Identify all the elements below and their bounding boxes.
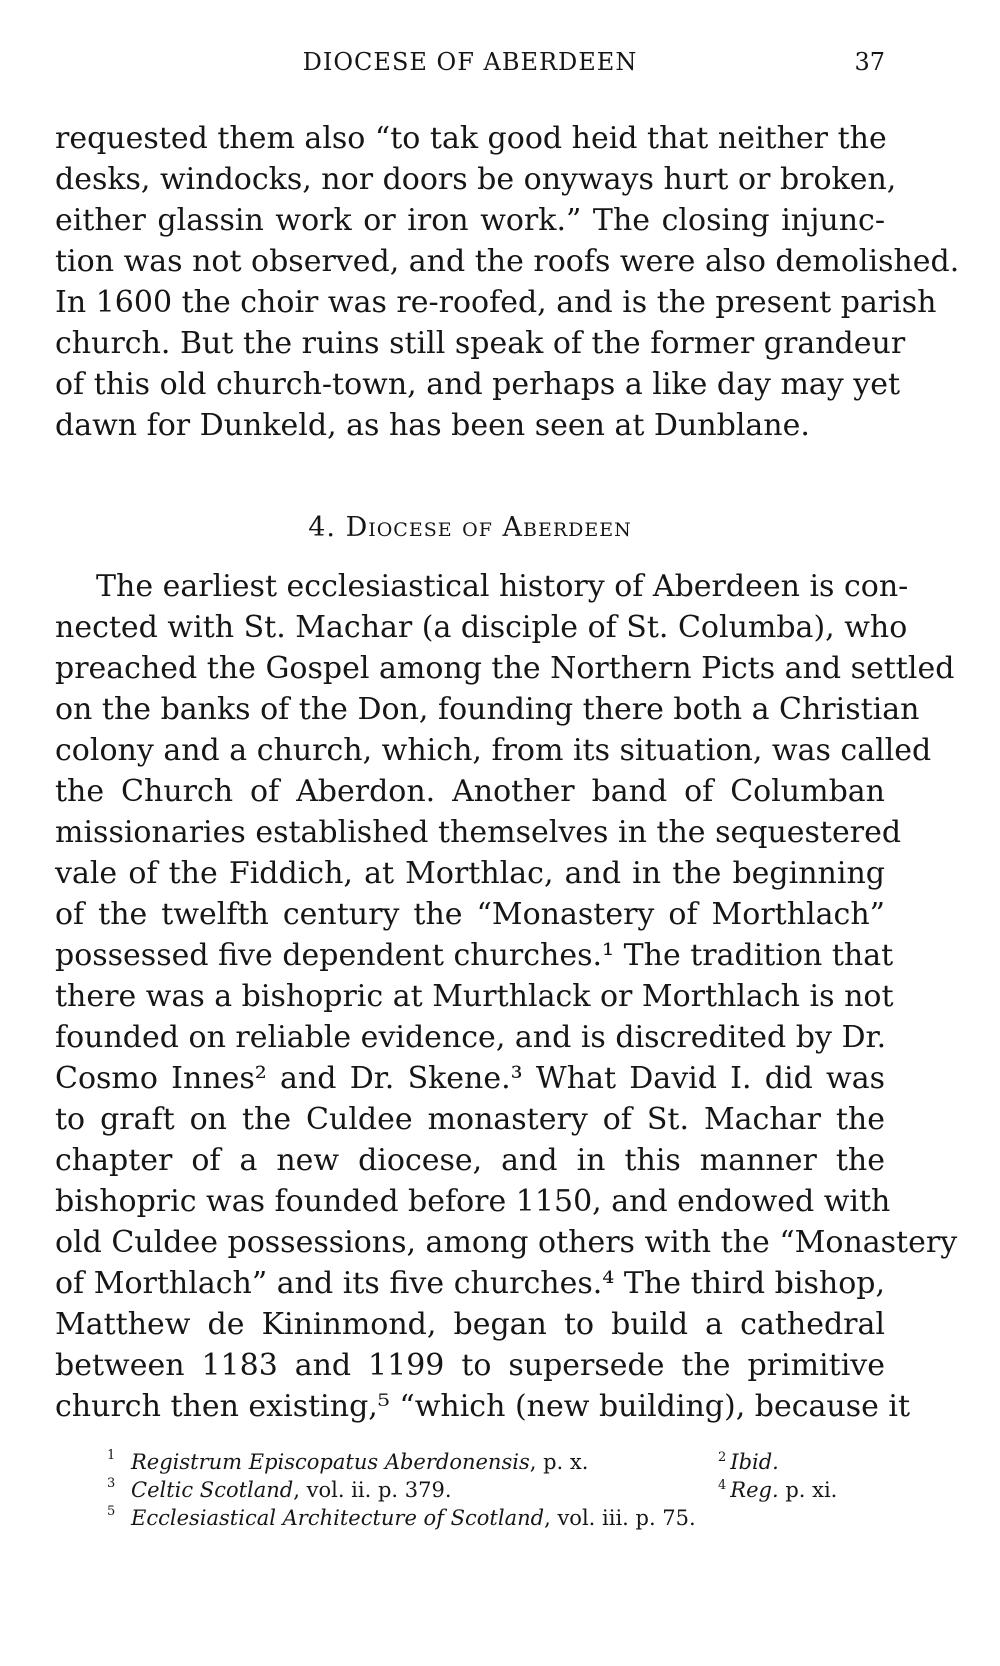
text-line: requested them also “to tak good heid that neither the xyxy=(55,121,887,156)
text-line: Matthew de Kininmond, began to build a cathedral xyxy=(55,1307,885,1342)
text-line: chapter of a new diocese, and in this manner the xyxy=(55,1143,885,1178)
page-header xyxy=(55,48,885,84)
footnote-ref: , vol. ii. p. 379. xyxy=(293,1478,452,1502)
text-line: tion was not observed, and the roofs were also demolished. xyxy=(55,244,960,279)
page-number: 37 xyxy=(854,48,885,76)
footnote-text xyxy=(131,1504,696,1532)
paragraph-aberdeen xyxy=(55,566,958,1427)
footnote-mark: 2 xyxy=(718,1450,727,1465)
footnote-row xyxy=(55,1476,885,1504)
footnotes xyxy=(55,1448,885,1532)
text-line: Cosmo Innes² and Dr. Skene.³ What David I. did was xyxy=(55,1061,885,1096)
text-line: of this old church-town, and perhaps a like day may yet xyxy=(55,367,901,402)
footnote-ref: p. xi. xyxy=(778,1478,838,1502)
footnote-title: Celtic Scotland xyxy=(131,1478,294,1502)
text-line: to graft on the Culdee monastery of St. Machar the xyxy=(55,1102,885,1137)
footnote-text xyxy=(131,1476,452,1504)
text-line: of the twelfth century the “Monastery of Morthlach” xyxy=(55,897,885,932)
text-line: dawn for Dunkeld, as has been seen at Dunblane. xyxy=(55,408,810,443)
footnote-title: Ibid. xyxy=(730,1450,779,1474)
footnote-title: Ecclesiastical Architecture of Scotland xyxy=(131,1506,545,1530)
text-line: colony and a church, which, from its situation, was called xyxy=(55,733,932,768)
footnote-ref: , p. x. xyxy=(529,1450,589,1474)
text-line: bishopric was founded before 1150, and endowed with xyxy=(55,1184,891,1219)
footnote-row xyxy=(55,1504,885,1532)
text-line: preached the Gospel among the Northern Picts and settled xyxy=(55,651,955,686)
footnote-mark: 5 xyxy=(107,1504,116,1519)
text-line: of Morthlach” and its five churches.⁴ The third bishop, xyxy=(55,1266,885,1301)
text-line: founded on reliable evidence, and is discredited by Dr. xyxy=(55,1020,887,1055)
text-line: vale of the Fiddich, at Morthlac, and in the beginning xyxy=(55,856,885,891)
text-line: on the banks of the Don, founding there both a Christian xyxy=(55,692,920,727)
text-line: The earliest ecclesiastical history of Aberdeen is con- xyxy=(96,569,909,604)
text-line: either glassin work or iron work.” The closing injunc- xyxy=(55,203,885,238)
footnote-title: Registrum Episcopatus Aberdonensis xyxy=(131,1450,530,1474)
text-line: missionaries established themselves in the sequestered xyxy=(55,815,902,850)
text-line: the Church of Aberdon. Another band of Columban xyxy=(55,774,885,809)
footnote-title: Reg. xyxy=(730,1478,779,1502)
footnote-text xyxy=(131,1448,588,1476)
section-heading: 4. Diocese of Aberdeen xyxy=(308,512,632,543)
footnote-mark: 1 xyxy=(107,1448,116,1463)
text-line: church. But the ruins still speak of the former grandeur xyxy=(55,326,906,361)
text-line: there was a bishopric at Murthlack or Morthlach is not xyxy=(55,979,894,1014)
footnote-ref: , vol. iii. p. 75. xyxy=(544,1506,696,1530)
footnote-row xyxy=(55,1448,885,1476)
text-line: old Culdee possessions, among others with the “Monastery xyxy=(55,1225,958,1260)
text-line: desks, windocks, nor doors be onyways hurt or broken, xyxy=(55,162,897,197)
text-line: In 1600 the choir was re-roofed, and is the present parish xyxy=(55,285,937,320)
running-head: DIOCESE OF ABERDEEN xyxy=(302,48,638,76)
footnote-mark: 3 xyxy=(107,1476,116,1491)
text-line: between 1183 and 1199 to supersede the primitive xyxy=(55,1348,885,1383)
text-line: possessed five dependent churches.¹ The tradition that xyxy=(55,938,894,973)
paragraph-continued xyxy=(55,118,960,446)
text-line: church then existing,⁵ “which (new building), because it xyxy=(55,1389,911,1424)
text-line: nected with St. Machar (a disciple of St. Columba), who xyxy=(55,610,908,645)
footnote-mark: 4 xyxy=(718,1478,727,1493)
